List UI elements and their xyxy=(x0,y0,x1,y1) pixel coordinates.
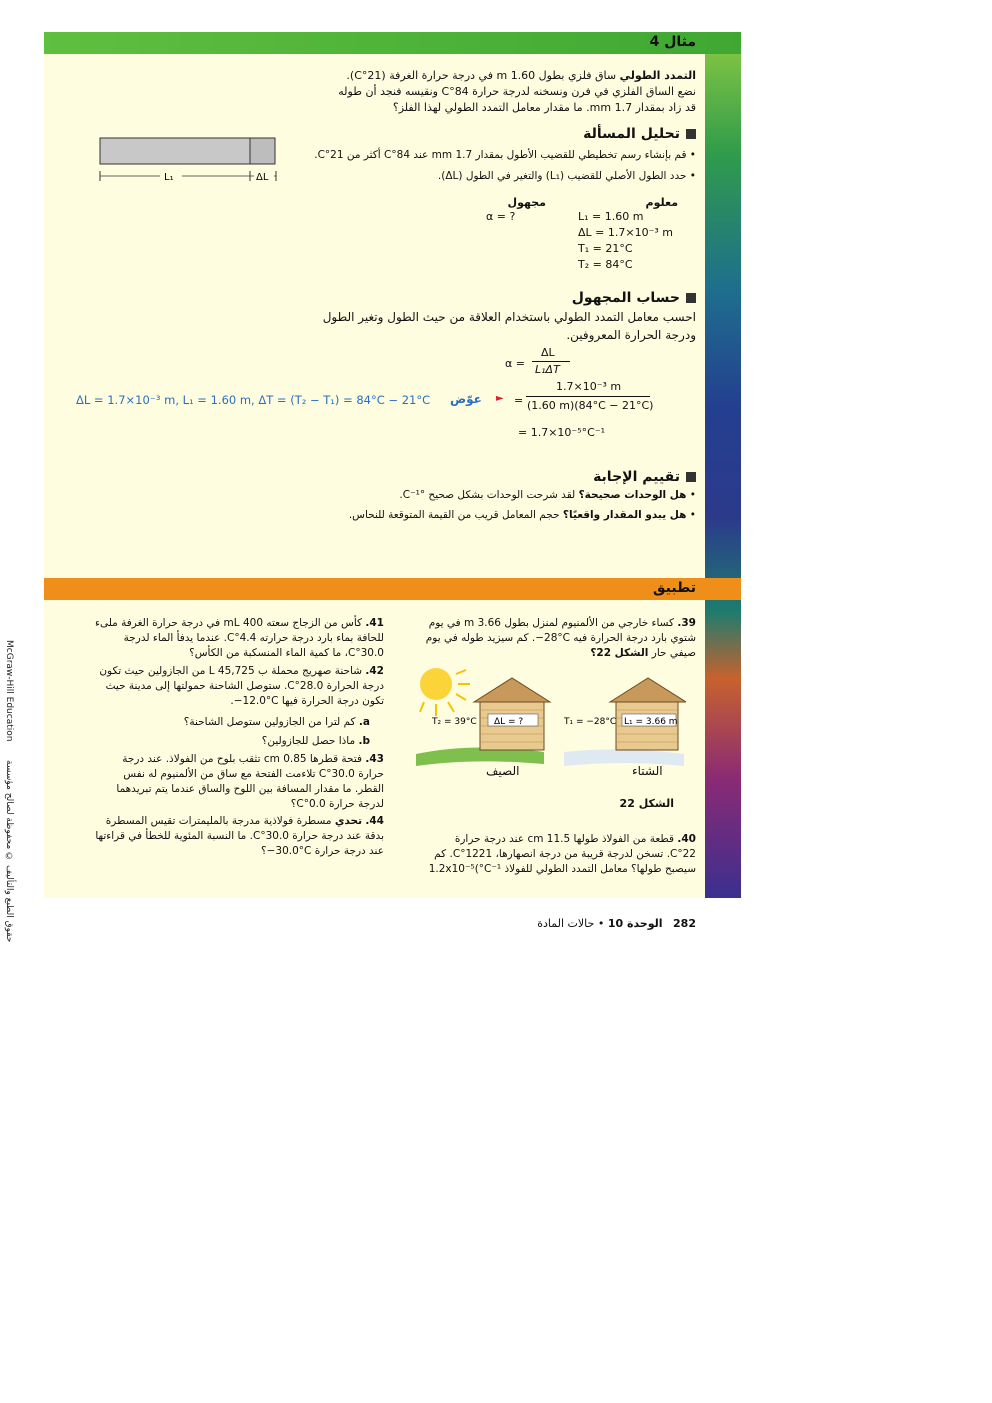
fig-winter-label: الشتاء xyxy=(632,764,663,778)
section-solve-title: حساب المجهول xyxy=(571,290,680,306)
fig-T1: T₁ = −28°C xyxy=(564,717,617,727)
winter-snow xyxy=(564,749,684,766)
unknown-block xyxy=(486,196,546,225)
section-marker xyxy=(686,129,696,139)
diagram-dL-label: ΔL xyxy=(256,172,269,183)
eval1-question: هل الوحدات صحيحة؟ xyxy=(578,489,687,501)
eq-den2: (1.60 m)(84°C − 21°C) xyxy=(527,399,654,412)
apply-title: تطبيق xyxy=(653,580,696,596)
problem-43 xyxy=(94,752,384,812)
fig-summer-label: الصيف xyxy=(486,764,520,778)
fig-L1: L₁ = 3.66 m xyxy=(624,717,678,727)
intro-line1: ساق فلزي بطول 1.60 m في درجة حرارة الغرفة (21°C). xyxy=(346,69,617,82)
section-marker xyxy=(686,293,696,303)
rod-diagram xyxy=(96,136,286,186)
eq-frac-line2 xyxy=(526,396,650,397)
p44-challenge-label: تحدي xyxy=(334,815,363,827)
apply-header-bar xyxy=(44,578,741,600)
unknown-head: مجهول xyxy=(507,196,546,209)
side-publisher xyxy=(4,640,14,741)
summer-house xyxy=(474,678,550,750)
side-rights xyxy=(4,760,14,942)
p41-number: 41. xyxy=(365,617,384,629)
eval2-question: هل يبدو المقدار واقعيًا؟ xyxy=(562,509,687,521)
p40-text: قطعة من الفولاذ طولها 11.5 cm عند درجة حرارة 22°C. تسخن لدرجة قريبة من درجة انصهارها، 1221°C. كم سيصبح طولها؟ معامل التمدد الطولي للفولاذ xyxy=(434,833,696,875)
evaluate-bullets: • هل الوحدات صحيحة؟ لقد شرحت الوحدات بشكل صحيح °C⁻¹. • هل يبدو المقدار واقعيًا؟ حجم المعامل قريب من القيمة المتوقعة للنحاس. xyxy=(348,489,696,521)
section-evaluate-title: تقييم الإجابة xyxy=(593,469,680,485)
section-analyze xyxy=(296,126,696,142)
known-L1: L₁ = 1.60 m xyxy=(578,210,644,223)
intro-line2: نضع الساق الفلزي في فرن ونسخنه لدرجة حرارة 84°C ونقيسه فنجد أن طوله xyxy=(338,85,696,98)
example-header-bar xyxy=(44,32,741,54)
p43-number: 43. xyxy=(365,753,384,765)
eq-num1: ΔL xyxy=(541,346,555,359)
p40-coefficient: 1.2x10⁻⁵(°C⁻¹ xyxy=(428,863,502,875)
p41-text: كأس من الزجاج سعته 400 mL في درجة حرارة الغرفة ملىء للحافة بماء بارد درجة حرارته 4.4°C. عندما يدفأ الماء لدرجة 30.0°C، ما كمية الماء المنسكبة من الكأس؟ xyxy=(95,617,384,659)
section-marker xyxy=(686,472,696,482)
section-evaluate xyxy=(296,469,696,485)
solve-line2: ودرجة الحرارة المعروفين. xyxy=(566,328,696,342)
problem-44 xyxy=(94,814,384,859)
fig-T2: T₂ = 39°C xyxy=(432,717,477,727)
substitute-values: ΔL = 1.7×10⁻³ m, L₁ = 1.60 m, ΔT = (T₂ − T₁) = 84°C − 21°C xyxy=(76,393,431,407)
eq-den1: L₁ΔT xyxy=(535,363,560,376)
bullet-1: قم بإنشاء رسم تخطيطي للقضيب الأطول بمقدار 1.7 mm عند 84°C أكثر من 21°C. xyxy=(314,149,687,161)
eq-num2: 1.7×10⁻³ m xyxy=(556,380,622,393)
p43-text: فتحة قطرها 0.85 cm تثقب بلوح من الفولاذ. عند درجة حرارة 30.0°C تلاءمت الفتحة مع ساق من الألمنيوم له نفس القطر. ما مقدار المسافة بين اللوح والساق عندما يتم تبريدهما لدرجة حرارة 0.0°C؟ xyxy=(116,753,384,810)
p44-text: مسطرة فولاذية مدرجة بالمليمترات تقيس المسطرة بدقة عند درجة حرارة 30.0°C. ما النسبة المئوية للخطأ في قراءتها عند درجة حرارة ‎−30.0°C؟ xyxy=(95,815,384,857)
p39-number: 39. xyxy=(677,617,696,629)
intro-term: التمدد الطولي xyxy=(619,69,696,82)
p42-number: 42. xyxy=(365,665,384,677)
unknown-alpha: α = ? xyxy=(486,210,516,223)
section-solve xyxy=(296,290,696,306)
eval1-answer: لقد شرحت الوحدات بشكل صحيح °C⁻¹. xyxy=(399,489,576,501)
example-intro xyxy=(316,68,696,116)
problem-39 xyxy=(416,616,696,661)
footer: 282 الوحدة 10 • حالات المادة xyxy=(537,917,696,930)
p42a-text: كم لترا من الجازولين ستوصل الشاحنة؟ xyxy=(183,716,356,728)
side-rights-text: حقوق الطبع والتأليف © محفوظة لصالح مؤسسة xyxy=(4,760,14,943)
problem-40 xyxy=(426,832,696,877)
sun-icon xyxy=(420,668,470,716)
problem-41 xyxy=(94,616,384,661)
p39-figure-ref: الشكل 22؟ xyxy=(590,647,649,659)
analyze-bullets: • قم بإنشاء رسم تخطيطي للقضيب الأطول بمقدار 1.7 mm عند 84°C أكثر من 21°C. • حدد الطول الأصلي للقضيب (L₁) والتغير في الطول (ΔL). xyxy=(314,149,696,182)
eq-equals: = xyxy=(514,394,524,407)
eq-alpha: α = xyxy=(505,357,525,370)
eval2-answer: حجم المعامل قريب من القيمة المتوقعة للنحاس. xyxy=(348,509,560,521)
diagram-L1-label: L₁ xyxy=(164,172,174,183)
section-solve-text xyxy=(256,308,696,344)
p39-text: كساء خارجي من الألمنيوم لمنزل بطول 3.66 m في يوم شتوي بارد درجة الحرارة فيه ‎−28°C. كم سيزيد طوله في يوم صيفي حار xyxy=(425,617,696,659)
intro-line3: قد زاد بمقدار 1.7 mm. ما مقدار معامل التمدد الطولي لهذا الفلز؟ xyxy=(392,101,696,114)
known-T1: T₁ = 21°C xyxy=(578,242,633,255)
bullet-2: حدد الطول الأصلي للقضيب (L₁) والتغير في الطول (ΔL). xyxy=(437,170,687,182)
known-T2: T₂ = 84°C xyxy=(578,258,633,271)
fig-dL: ΔL = ? xyxy=(494,717,524,727)
p44-number: 44. xyxy=(365,815,384,827)
footer-unit-title: حالات المادة xyxy=(537,917,595,930)
eq-result: = 1.7×10⁻⁵°C⁻¹ xyxy=(518,426,606,439)
eq-frac-line1 xyxy=(532,361,570,362)
solve-line1: احسب معامل التمدد الطولي باستخدام العلاقة من حيث الطول وتغير الطول xyxy=(322,310,696,324)
figure-caption: الشكل 22 xyxy=(619,797,674,810)
substitute-label: عوّض xyxy=(450,392,482,406)
known-dL: ΔL = 1.7×10⁻³ m xyxy=(578,226,673,239)
p42b-label: b. xyxy=(358,735,370,747)
decorative-side-strip xyxy=(705,54,741,898)
substitute-arrow: ► xyxy=(496,393,504,404)
p42-text: شاحنة صهريج محملة ب 45,725 L من الجازولين حيث تكون درجة الحرارة 28.0°C. ستوصل الشاحنة حمولتها إلى مدينة حيث تكون درجة الحرارة فيها ‎−12.0°C. xyxy=(99,665,384,707)
footer-unit: الوحدة 10 xyxy=(607,917,663,930)
known-head: معلوم xyxy=(645,196,678,209)
side-publisher-text: McGraw-Hill Education xyxy=(4,640,14,742)
known-block xyxy=(578,196,678,273)
example-title: مثال 4 xyxy=(649,34,696,50)
p42b-text: ماذا حصل للجازولين؟ xyxy=(261,735,356,747)
footer-page-number: 282 xyxy=(673,917,696,930)
section-analyze-title: تحليل المسألة xyxy=(583,126,680,142)
p40-number: 40. xyxy=(677,833,696,845)
problem-42 xyxy=(94,664,384,749)
p42a-label: a. xyxy=(358,716,370,728)
winter-house xyxy=(610,678,686,750)
